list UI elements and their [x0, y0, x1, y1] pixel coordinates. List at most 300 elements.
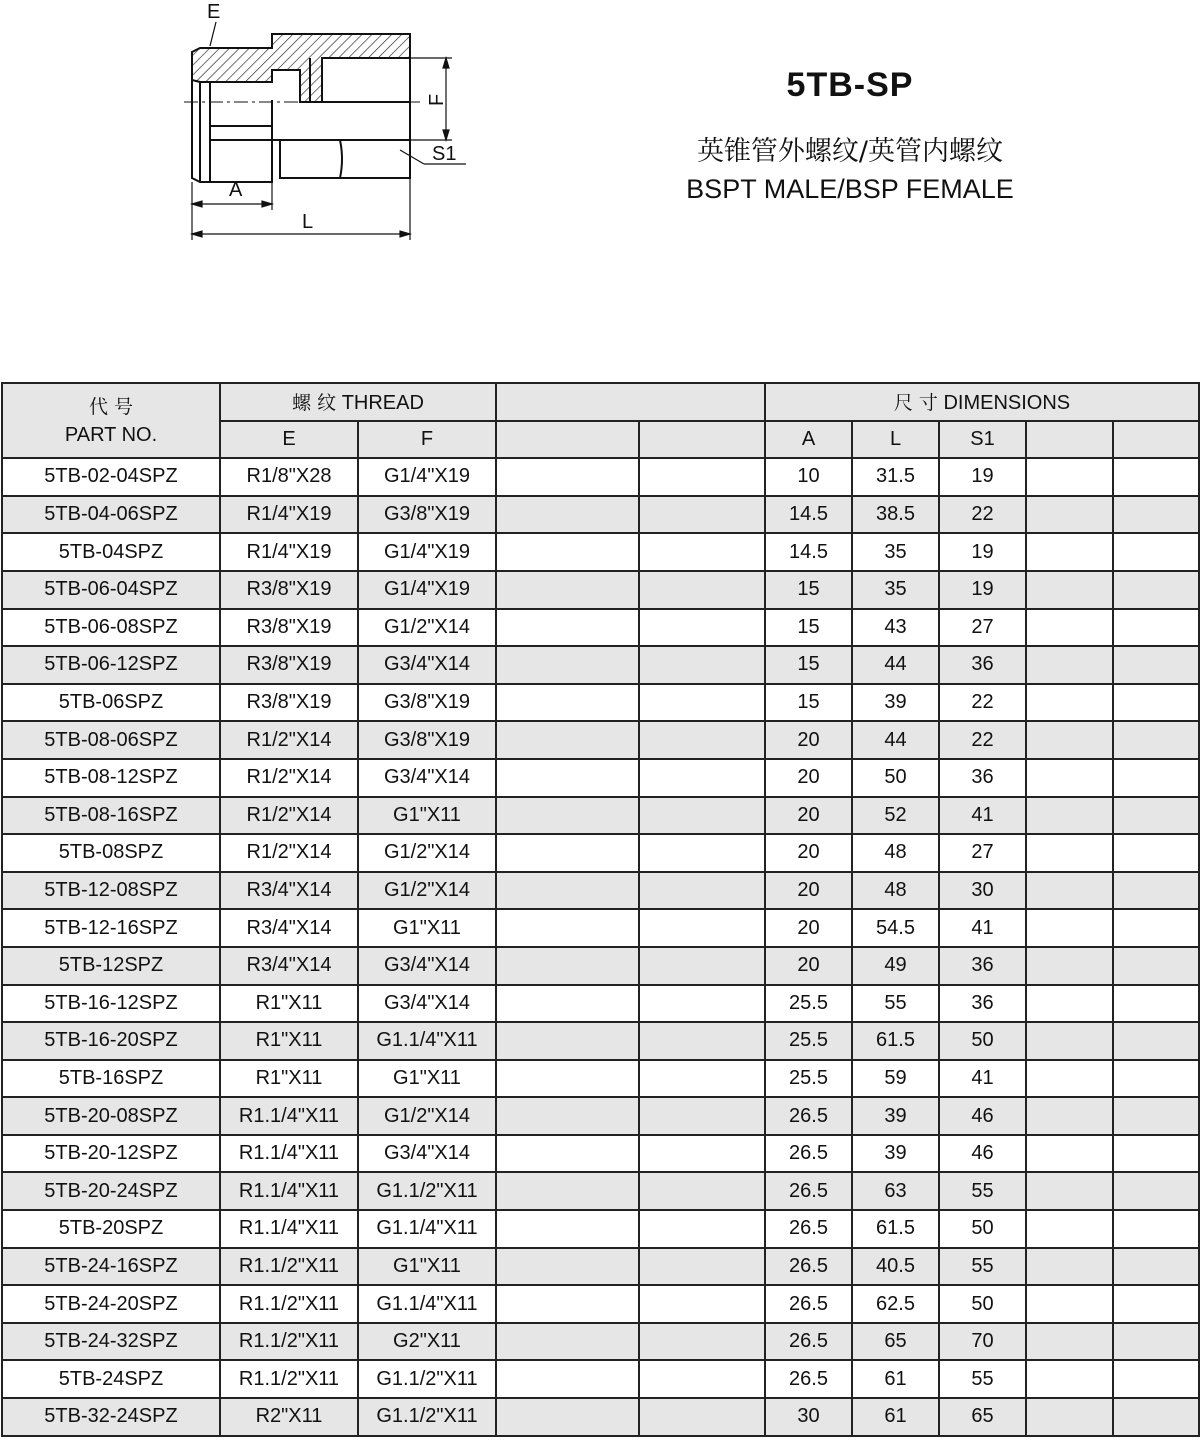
blank-cell — [1113, 909, 1199, 947]
dim-a-cell: 15 — [765, 609, 852, 647]
blank-cell — [1026, 1248, 1113, 1286]
blank-cell — [496, 684, 639, 722]
blank-cell — [496, 571, 639, 609]
thread-e-cell: R1.1/2"X11 — [220, 1285, 358, 1323]
table-row — [2, 797, 1199, 835]
blank-cell — [496, 609, 639, 647]
dim-label-f: F — [426, 93, 448, 106]
thread-f-cell: G1"X11 — [358, 1060, 496, 1098]
dim-s1-cell: 22 — [939, 496, 1026, 534]
dim-a-cell: 20 — [765, 721, 852, 759]
thread-e-cell: R1.1/4"X11 — [220, 1210, 358, 1248]
dim-a-cell: 14.5 — [765, 533, 852, 571]
blank-cell — [1113, 797, 1199, 835]
dim-s1-cell: 19 — [939, 571, 1026, 609]
blank-cell — [639, 759, 765, 797]
dim-s1-cell: 55 — [939, 1360, 1026, 1398]
blank-cell — [1113, 458, 1199, 496]
blank-cell — [1026, 646, 1113, 684]
dim-a-cell: 20 — [765, 947, 852, 985]
thread-e-cell: R3/8"X19 — [220, 684, 358, 722]
blank-cell — [1026, 609, 1113, 647]
thread-f-cell: G1/4"X19 — [358, 533, 496, 571]
blank-cell — [496, 1097, 639, 1135]
thread-e-cell: R1.1/4"X11 — [220, 1135, 358, 1173]
blank-cell — [1113, 1360, 1199, 1398]
blank-cell — [496, 1135, 639, 1173]
blank-cell — [1113, 1323, 1199, 1361]
blank-cell — [1026, 1210, 1113, 1248]
thread-f-cell: G1.1/4"X11 — [358, 1022, 496, 1060]
blank-cell — [1113, 1285, 1199, 1323]
dim-l-cell: 40.5 — [852, 1248, 939, 1286]
dim-a-cell: 26.5 — [765, 1285, 852, 1323]
dim-s1-cell: 27 — [939, 609, 1026, 647]
thread-e-cell: R1.1/4"X11 — [220, 1172, 358, 1210]
part-no-cell: 5TB-12SPZ — [2, 947, 220, 985]
dim-l-cell: 63 — [852, 1172, 939, 1210]
thread-f-cell: G1"X11 — [358, 797, 496, 835]
blank-cell — [496, 496, 639, 534]
blank-cell — [1026, 533, 1113, 571]
part-no-cell: 5TB-06-04SPZ — [2, 571, 220, 609]
part-no-cell: 5TB-08-16SPZ — [2, 797, 220, 835]
product-title-english: BSPT MALE/BSP FEMALE — [686, 174, 1014, 204]
part-no-cell: 5TB-08SPZ — [2, 834, 220, 872]
dim-s1-cell: 36 — [939, 759, 1026, 797]
dim-a-cell: 26.5 — [765, 1360, 852, 1398]
table-row — [2, 1022, 1199, 1060]
blank-cell — [1113, 646, 1199, 684]
blank-cell — [496, 985, 639, 1023]
table-row — [2, 1323, 1199, 1361]
table-row — [2, 609, 1199, 647]
blank-cell — [639, 872, 765, 910]
dim-s1-cell: 19 — [939, 533, 1026, 571]
dim-a-cell: 25.5 — [765, 1060, 852, 1098]
dim-a-cell: 20 — [765, 909, 852, 947]
blank-cell — [639, 1323, 765, 1361]
dim-s1-cell: 55 — [939, 1172, 1026, 1210]
dim-s1-cell: 30 — [939, 872, 1026, 910]
blank-cell — [1113, 947, 1199, 985]
part-no-cell: 5TB-24SPZ — [2, 1360, 220, 1398]
blank-cell — [639, 1210, 765, 1248]
blank-cell — [496, 646, 639, 684]
blank-cell — [639, 609, 765, 647]
dim-l-cell: 44 — [852, 646, 939, 684]
dim-s1-cell: 46 — [939, 1097, 1026, 1135]
dim-s1-cell: 70 — [939, 1323, 1026, 1361]
table-row — [2, 571, 1199, 609]
dim-l-cell: 38.5 — [852, 496, 939, 534]
table-row — [2, 533, 1199, 571]
thread-e-cell: R1.1/2"X11 — [220, 1323, 358, 1361]
thread-e-cell: R1.1/4"X11 — [220, 1097, 358, 1135]
thread-f-cell: G3/4"X14 — [358, 985, 496, 1023]
thread-e-cell: R3/4"X14 — [220, 872, 358, 910]
blank-cell — [639, 1398, 765, 1436]
col-header-blank-3 — [1026, 421, 1113, 459]
part-no-cell: 5TB-24-32SPZ — [2, 1323, 220, 1361]
blank-cell — [1113, 834, 1199, 872]
thread-f-cell: G1/2"X14 — [358, 834, 496, 872]
thread-f-cell: G1.1/2"X11 — [358, 1360, 496, 1398]
thread-e-cell: R3/8"X19 — [220, 571, 358, 609]
table-row — [2, 947, 1199, 985]
blank-cell — [1026, 1285, 1113, 1323]
dimensions-header — [765, 383, 1199, 421]
part-no-cell: 5TB-16-12SPZ — [2, 985, 220, 1023]
dim-l-cell: 50 — [852, 759, 939, 797]
dim-l-cell: 61 — [852, 1398, 939, 1436]
dimensions-header-cn: 尺 寸 — [893, 392, 938, 415]
blank-cell — [496, 1398, 639, 1436]
dim-l-cell: 35 — [852, 571, 939, 609]
dimensions-header-en: DIMENSIONS — [943, 392, 1071, 415]
blank-cell — [639, 1135, 765, 1173]
blank-cell — [496, 909, 639, 947]
dim-a-cell: 15 — [765, 571, 852, 609]
blank-cell — [1026, 721, 1113, 759]
col-header-blank-1 — [496, 421, 639, 459]
dim-s1-cell: 50 — [939, 1210, 1026, 1248]
blank-cell — [1026, 1022, 1113, 1060]
dim-label-e: E — [207, 1, 221, 23]
blank-cell — [639, 1060, 765, 1098]
blank-cell — [639, 646, 765, 684]
thread-f-cell: G1"X11 — [358, 909, 496, 947]
table-row — [2, 458, 1199, 496]
specification-table — [1, 382, 1200, 1437]
blank-cell — [496, 1210, 639, 1248]
dim-s1-cell: 65 — [939, 1398, 1026, 1436]
blank-cell — [496, 1060, 639, 1098]
thread-f-cell: G1/4"X19 — [358, 458, 496, 496]
thread-header-cn: 螺 纹 — [292, 392, 337, 415]
blank-cell — [1026, 909, 1113, 947]
blank-cell — [639, 721, 765, 759]
thread-e-cell: R2"X11 — [220, 1398, 358, 1436]
blank-cell — [1026, 1135, 1113, 1173]
thread-e-cell: R1"X11 — [220, 1022, 358, 1060]
dim-a-cell: 26.5 — [765, 1323, 852, 1361]
blank-cell — [1026, 458, 1113, 496]
thread-e-cell: R1"X11 — [220, 985, 358, 1023]
part-no-cell: 5TB-08-06SPZ — [2, 721, 220, 759]
thread-header — [220, 383, 496, 421]
blank-cell — [496, 797, 639, 835]
dim-a-cell: 20 — [765, 797, 852, 835]
thread-e-cell: R1/4"X19 — [220, 533, 358, 571]
table-row — [2, 1060, 1199, 1098]
blank-cell — [1113, 533, 1199, 571]
table-row — [2, 1135, 1199, 1173]
blank-cell — [1113, 1172, 1199, 1210]
dim-a-cell: 15 — [765, 646, 852, 684]
thread-e-cell: R1"X11 — [220, 1060, 358, 1098]
dim-a-cell: 25.5 — [765, 1022, 852, 1060]
blank-cell — [1113, 985, 1199, 1023]
table-row — [2, 496, 1199, 534]
blank-cell — [1113, 872, 1199, 910]
part-no-cell: 5TB-12-08SPZ — [2, 872, 220, 910]
part-no-header — [2, 383, 220, 458]
col-header-a: A — [765, 421, 852, 459]
thread-e-cell: R1/2"X14 — [220, 834, 358, 872]
dim-a-cell: 20 — [765, 872, 852, 910]
blank-cell — [1113, 759, 1199, 797]
thread-f-cell: G3/4"X14 — [358, 947, 496, 985]
blank-cell — [1026, 872, 1113, 910]
thread-e-cell: R1.1/2"X11 — [220, 1248, 358, 1286]
table-row — [2, 1285, 1199, 1323]
dim-l-cell: 61.5 — [852, 1022, 939, 1060]
header-row-1 — [2, 383, 1199, 421]
part-no-cell: 5TB-20SPZ — [2, 1210, 220, 1248]
dim-l-cell: 39 — [852, 1097, 939, 1135]
dim-l-cell: 59 — [852, 1060, 939, 1098]
blank-cell — [1026, 684, 1113, 722]
thread-f-cell: G3/4"X14 — [358, 646, 496, 684]
table-row — [2, 1398, 1199, 1436]
thread-e-cell: R3/8"X19 — [220, 609, 358, 647]
blank-cell — [1113, 1248, 1199, 1286]
part-no-cell: 5TB-32-24SPZ — [2, 1398, 220, 1436]
blank-cell — [1026, 947, 1113, 985]
part-no-cell: 5TB-16SPZ — [2, 1060, 220, 1098]
blank-cell — [1113, 1398, 1199, 1436]
thread-f-cell: G1"X11 — [358, 1248, 496, 1286]
dim-label-a: A — [229, 179, 243, 201]
dim-s1-cell: 41 — [939, 1060, 1026, 1098]
part-no-cell: 5TB-06SPZ — [2, 684, 220, 722]
blank-cell — [1026, 496, 1113, 534]
part-no-cell: 5TB-08-12SPZ — [2, 759, 220, 797]
dim-l-cell: 43 — [852, 609, 939, 647]
dim-s1-cell: 50 — [939, 1285, 1026, 1323]
thread-e-cell: R1/2"X14 — [220, 721, 358, 759]
blank-cell — [639, 985, 765, 1023]
dim-s1-cell: 41 — [939, 797, 1026, 835]
thread-f-cell: G1/4"X19 — [358, 571, 496, 609]
blank-cell — [1026, 1360, 1113, 1398]
col-header-blank-2 — [639, 421, 765, 459]
blank-cell — [639, 533, 765, 571]
thread-f-cell: G3/4"X14 — [358, 1135, 496, 1173]
blank-cell — [1026, 1323, 1113, 1361]
thread-f-cell: G3/8"X19 — [358, 684, 496, 722]
col-header-l: L — [852, 421, 939, 459]
dim-l-cell: 49 — [852, 947, 939, 985]
blank-cell — [1026, 985, 1113, 1023]
thread-e-cell: R3/4"X14 — [220, 909, 358, 947]
dim-l-cell: 44 — [852, 721, 939, 759]
dim-l-cell: 39 — [852, 1135, 939, 1173]
blank-cell — [496, 1360, 639, 1398]
dim-s1-cell: 50 — [939, 1022, 1026, 1060]
blank-header — [496, 383, 765, 421]
thread-e-cell: R3/8"X19 — [220, 646, 358, 684]
thread-f-cell: G1.1/4"X11 — [358, 1285, 496, 1323]
blank-cell — [496, 872, 639, 910]
blank-cell — [1026, 1097, 1113, 1135]
blank-cell — [639, 496, 765, 534]
table-row — [2, 1097, 1199, 1135]
dim-l-cell: 31.5 — [852, 458, 939, 496]
dim-s1-cell: 22 — [939, 684, 1026, 722]
dim-a-cell: 26.5 — [765, 1097, 852, 1135]
blank-cell — [639, 1172, 765, 1210]
dim-l-cell: 39 — [852, 684, 939, 722]
blank-cell — [639, 1360, 765, 1398]
dim-s1-cell: 27 — [939, 834, 1026, 872]
thread-e-cell: R1/8"X28 — [220, 458, 358, 496]
thread-e-cell: R1/4"X19 — [220, 496, 358, 534]
dim-s1-cell: 36 — [939, 985, 1026, 1023]
blank-cell — [496, 947, 639, 985]
blank-cell — [496, 1323, 639, 1361]
thread-f-cell: G1.1/2"X11 — [358, 1172, 496, 1210]
fitting-body-outline — [192, 34, 410, 182]
thread-f-cell: G2"X11 — [358, 1323, 496, 1361]
thread-f-cell: G3/8"X19 — [358, 721, 496, 759]
part-no-cell: 5TB-24-20SPZ — [2, 1285, 220, 1323]
dim-a-cell: 14.5 — [765, 496, 852, 534]
col-header-blank-4 — [1113, 421, 1199, 459]
product-code: 5TB-SP — [786, 66, 914, 104]
blank-cell — [639, 1248, 765, 1286]
part-no-cell: 5TB-06-08SPZ — [2, 609, 220, 647]
thread-f-cell: G1.1/2"X11 — [358, 1398, 496, 1436]
table-row — [2, 1248, 1199, 1286]
blank-cell — [1113, 721, 1199, 759]
table-row — [2, 646, 1199, 684]
col-header-f: F — [358, 421, 496, 459]
dim-s1-cell: 19 — [939, 458, 1026, 496]
blank-cell — [1026, 571, 1113, 609]
blank-cell — [1113, 1210, 1199, 1248]
table-row — [2, 1172, 1199, 1210]
table-row — [2, 1210, 1199, 1248]
dim-label-l: L — [302, 211, 314, 233]
dim-a-cell: 26.5 — [765, 1248, 852, 1286]
blank-cell — [639, 684, 765, 722]
blank-cell — [1026, 797, 1113, 835]
dim-s1-cell: 55 — [939, 1248, 1026, 1286]
blank-cell — [496, 533, 639, 571]
thread-f-cell: G3/8"X19 — [358, 496, 496, 534]
thread-f-cell: G1/2"X14 — [358, 1097, 496, 1135]
blank-cell — [639, 1022, 765, 1060]
blank-cell — [1113, 1135, 1199, 1173]
blank-cell — [1113, 496, 1199, 534]
dim-l-cell: 62.5 — [852, 1285, 939, 1323]
dim-s1-cell: 22 — [939, 721, 1026, 759]
blank-cell — [639, 947, 765, 985]
dim-a-cell: 20 — [765, 834, 852, 872]
dim-label-s1: S1 — [432, 143, 457, 165]
dim-s1-cell: 36 — [939, 947, 1026, 985]
dim-s1-cell: 46 — [939, 1135, 1026, 1173]
part-no-cell: 5TB-20-24SPZ — [2, 1172, 220, 1210]
dim-l-cell: 61.5 — [852, 1210, 939, 1248]
part-no-cell: 5TB-02-04SPZ — [2, 458, 220, 496]
blank-cell — [639, 1285, 765, 1323]
table-row — [2, 684, 1199, 722]
blank-cell — [1113, 1097, 1199, 1135]
thread-f-cell: G1/2"X14 — [358, 872, 496, 910]
dim-l-cell: 35 — [852, 533, 939, 571]
table-row — [2, 909, 1199, 947]
dim-a-cell: 26.5 — [765, 1135, 852, 1173]
table-row — [2, 1360, 1199, 1398]
blank-cell — [1113, 1022, 1199, 1060]
blank-cell — [1026, 759, 1113, 797]
table-row — [2, 721, 1199, 759]
dim-l-cell: 52 — [852, 797, 939, 835]
table-row — [2, 985, 1199, 1023]
blank-cell — [639, 458, 765, 496]
dim-s1-cell: 41 — [939, 909, 1026, 947]
blank-cell — [496, 721, 639, 759]
dim-l-cell: 48 — [852, 834, 939, 872]
col-header-s1: S1 — [939, 421, 1026, 459]
table-row — [2, 872, 1199, 910]
part-no-cell: 5TB-20-12SPZ — [2, 1135, 220, 1173]
part-no-cell: 5TB-04SPZ — [2, 533, 220, 571]
thread-e-cell: R3/4"X14 — [220, 947, 358, 985]
blank-cell — [496, 1285, 639, 1323]
blank-cell — [496, 458, 639, 496]
thread-header-en: THREAD — [341, 392, 424, 415]
part-no-cell: 5TB-16-20SPZ — [2, 1022, 220, 1060]
blank-cell — [1026, 1060, 1113, 1098]
thread-f-cell: G1.1/4"X11 — [358, 1210, 496, 1248]
blank-cell — [496, 1172, 639, 1210]
thread-f-cell: G3/4"X14 — [358, 759, 496, 797]
fitting-technical-drawing — [170, 0, 490, 250]
blank-cell — [1113, 571, 1199, 609]
dim-s1-cell: 36 — [939, 646, 1026, 684]
dim-a-cell: 26.5 — [765, 1172, 852, 1210]
thread-e-cell: R1.1/2"X11 — [220, 1360, 358, 1398]
dim-a-cell: 10 — [765, 458, 852, 496]
dim-a-cell: 15 — [765, 684, 852, 722]
product-title-chinese: 英锥管外螺纹/英管内螺纹 — [696, 136, 1004, 167]
dim-a-cell: 25.5 — [765, 985, 852, 1023]
part-no-cell: 5TB-06-12SPZ — [2, 646, 220, 684]
blank-cell — [496, 759, 639, 797]
blank-cell — [639, 797, 765, 835]
dim-l-cell: 61 — [852, 1360, 939, 1398]
thread-f-cell: G1/2"X14 — [358, 609, 496, 647]
blank-cell — [1113, 1060, 1199, 1098]
blank-cell — [496, 1248, 639, 1286]
part-no-cell: 5TB-24-16SPZ — [2, 1248, 220, 1286]
part-no-header-en: PART NO. — [64, 423, 158, 446]
dim-a-cell: 26.5 — [765, 1210, 852, 1248]
table-row — [2, 759, 1199, 797]
dim-l-cell: 55 — [852, 985, 939, 1023]
part-no-cell: 5TB-04-06SPZ — [2, 496, 220, 534]
dim-a-cell: 20 — [765, 759, 852, 797]
col-header-e: E — [220, 421, 358, 459]
blank-cell — [639, 909, 765, 947]
dim-l-cell: 48 — [852, 872, 939, 910]
thread-e-cell: R1/2"X14 — [220, 797, 358, 835]
blank-cell — [1026, 834, 1113, 872]
